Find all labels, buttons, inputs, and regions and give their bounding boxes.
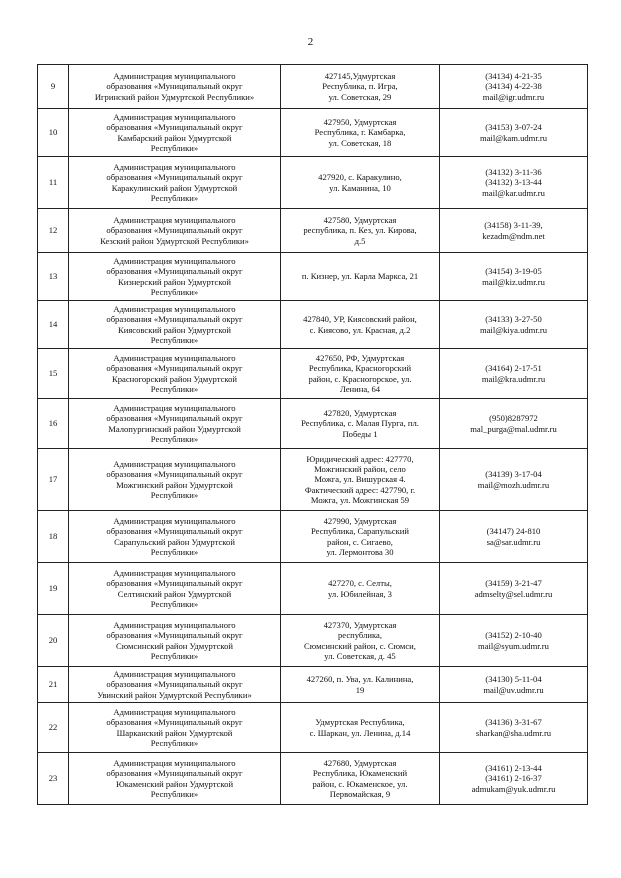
organization-contacts-line: sharkan@sha.udmr.ru — [475, 727, 552, 738]
organization-name-line: Юкаменский район Удмуртской — [115, 778, 234, 789]
organization-name — [69, 399, 281, 449]
organization-name-line: образования «Муниципальный округ — [106, 768, 243, 779]
organization-name — [69, 563, 281, 615]
organization-name-line: образования «Муниципальный округ — [106, 469, 243, 480]
organization-contacts-line: (34159) 3-21-47 — [485, 578, 542, 589]
organization-name-line: образования «Муниципальный округ — [106, 81, 243, 92]
organization-address-line: с. Шаркан, ул. Ленина, д.14 — [309, 727, 411, 738]
organization-address-line: 427370, Удмуртская — [323, 620, 397, 631]
organization-address-line: Победы 1 — [342, 428, 378, 439]
organization-name-line: Шарканский район Удмуртской — [116, 727, 233, 738]
organization-contacts — [440, 511, 588, 563]
organization-contacts — [440, 399, 588, 449]
table-row — [38, 449, 588, 511]
row-number: 9 — [38, 65, 69, 109]
organization-name — [69, 703, 281, 753]
organization-name-line: Кезский район Удмуртской Республики» — [100, 235, 249, 246]
organization-address-line: Республика, г. Камбарка, — [314, 127, 406, 138]
organization-name-line: Селтинский район Удмуртской — [117, 588, 232, 599]
organization-name-line: Администрация муниципального — [113, 516, 236, 527]
organization-name-line: Администрация муниципального — [113, 353, 236, 364]
organization-name — [69, 667, 281, 703]
row-number: 22 — [38, 703, 69, 753]
organization-contacts-line: mail@kar.udmr.ru — [482, 187, 545, 198]
table-row — [38, 157, 588, 209]
organization-name-line: Администрация муниципального — [113, 162, 236, 173]
organization-contacts-line: (34132) 3-13-44 — [485, 177, 542, 188]
organization-address — [281, 349, 440, 399]
organization-name-line: Республики» — [150, 334, 199, 345]
organization-contacts-line: (34161) 2-13-44 — [485, 763, 542, 774]
organization-address-line: ул. Каманина, 10 — [329, 182, 391, 193]
organization-address-line: ул. Советская, д. 45 — [324, 650, 396, 661]
organization-address — [281, 209, 440, 253]
organization-contacts — [440, 753, 588, 805]
organization-name — [69, 511, 281, 563]
organization-address — [281, 399, 440, 449]
organization-name — [69, 449, 281, 511]
row-number: 18 — [38, 511, 69, 563]
organization-address-line: 427920, с. Каракулино, — [318, 172, 402, 183]
organization-name-line: Можгинский район Удмуртской — [116, 479, 233, 490]
organization-address-line: ул. Советская, 29 — [328, 91, 392, 102]
organization-contacts-line: (34154) 3-19-05 — [485, 266, 542, 277]
organization-contacts-line: (950)8287972 — [489, 413, 538, 424]
organization-name-line: Администрация муниципального — [113, 403, 236, 414]
organization-name-line: Администрация муниципального — [113, 758, 236, 769]
organization-address — [281, 563, 440, 615]
organization-name-line: Республики» — [150, 546, 199, 557]
row-number: 12 — [38, 209, 69, 253]
organization-address-line: 19 — [355, 684, 365, 695]
organization-name-line: образования «Муниципальный округ — [106, 717, 243, 728]
table-row — [38, 563, 588, 615]
organization-address-line: Сюмсинский район, с. Сюмси, — [304, 640, 416, 651]
organization-contacts-line: (34164) 2-17-51 — [485, 363, 542, 374]
organization-name-line: Администрация муниципального — [113, 620, 236, 631]
row-number: 14 — [38, 301, 69, 349]
organization-name — [69, 615, 281, 667]
organization-name-line: Увинский район Удмуртской Республики» — [97, 689, 252, 700]
table-row — [38, 349, 588, 399]
row-number: 23 — [38, 753, 69, 805]
organization-name-line: Администрация муниципального — [113, 256, 236, 267]
organization-contacts-line: (34147) 24-810 — [486, 526, 541, 537]
organization-name-line: Администрация муниципального — [113, 215, 236, 226]
organization-name-line: Кизнерский район Удмуртской — [117, 276, 231, 287]
organization-address-line: 427840, УР, Киясовский район, — [303, 314, 417, 325]
organization-contacts — [440, 615, 588, 667]
organization-address-line: район, с. Сигаево, — [327, 536, 393, 547]
organization-address — [281, 157, 440, 209]
row-number: 13 — [38, 253, 69, 301]
organization-contacts — [440, 667, 588, 703]
organization-contacts-line: mail@uv.udmr.ru — [483, 684, 544, 695]
organization-contacts-line: (34133) 3-27-50 — [485, 314, 542, 325]
organization-name — [69, 301, 281, 349]
organization-name-line: образования «Муниципальный округ — [106, 363, 243, 374]
organization-address-line: 427650, РФ, Удмуртская — [315, 353, 405, 364]
organization-address-line: республика, п. Кез, ул. Кирова, — [303, 225, 417, 236]
organization-address-line: республика, — [338, 630, 382, 641]
organization-name — [69, 253, 281, 301]
row-number: 16 — [38, 399, 69, 449]
organization-address-line: Первомайская, 9 — [329, 788, 391, 799]
organization-name-line: образования «Муниципальный округ — [106, 679, 243, 690]
organization-name-line: Администрация муниципального — [113, 71, 236, 82]
row-number: 20 — [38, 615, 69, 667]
organization-address-line: с. Киясово, ул. Красная, д.2 — [309, 324, 411, 335]
table-row — [38, 511, 588, 563]
organization-contacts-line: admukam@yuk.udmr.ru — [471, 783, 556, 794]
organization-address-line: 427950, Удмуртская — [323, 117, 397, 128]
row-number: 17 — [38, 449, 69, 511]
organization-contacts-line: mail@kra.udmr.ru — [481, 373, 546, 384]
table-row — [38, 253, 588, 301]
organization-contacts — [440, 253, 588, 301]
organization-name-line: образования «Муниципальный округ — [106, 266, 243, 277]
table-row — [38, 301, 588, 349]
organization-address-line: Можгинский район, село — [314, 464, 406, 475]
organization-contacts-line: mail@syum.udmr.ru — [478, 640, 549, 651]
organization-name-line: образования «Муниципальный округ — [106, 630, 243, 641]
organization-contacts-line: (34132) 3-11-36 — [485, 167, 542, 178]
organization-name-line: Республики» — [150, 650, 199, 661]
organization-name-line: Администрация муниципального — [113, 112, 236, 123]
organization-contacts — [440, 65, 588, 109]
organization-name-line: Администрация муниципального — [113, 304, 236, 315]
organization-name-line: Республики» — [150, 598, 199, 609]
organization-contacts-line: sa@sar.udmr.ru — [486, 536, 541, 547]
organization-name-line: Сарапульский район Удмуртской — [114, 536, 235, 547]
organization-name-line: образования «Муниципальный округ — [106, 413, 243, 424]
organization-address — [281, 511, 440, 563]
organization-name-line: образования «Муниципальный округ — [106, 122, 243, 133]
organization-contacts — [440, 109, 588, 157]
organization-contacts-line: (34161) 2-16-37 — [485, 773, 542, 784]
table-body — [38, 65, 588, 805]
organization-address — [281, 253, 440, 301]
organization-address — [281, 667, 440, 703]
organization-contacts-line: mal_purga@mal.udmr.ru — [470, 423, 557, 434]
table-row — [38, 109, 588, 157]
organization-name-line: Республики» — [150, 192, 199, 203]
row-number: 10 — [38, 109, 69, 157]
organization-contacts — [440, 563, 588, 615]
row-number: 15 — [38, 349, 69, 399]
table-row — [38, 209, 588, 253]
organization-address-line: ул. Юбилейная, 3 — [328, 588, 392, 599]
organization-address — [281, 301, 440, 349]
organization-name — [69, 65, 281, 109]
organization-name-line: Камбарский район Удмуртской — [117, 132, 232, 143]
organization-address-line: ул. Лермонтова 30 — [326, 546, 394, 557]
organization-name-line: образования «Муниципальный округ — [106, 225, 243, 236]
organization-address-line: Можга, ул. Можгинская 59 — [310, 494, 410, 505]
organization-address-line: район, с. Юкаменское, ул. — [312, 778, 408, 789]
organization-address-line: Республика, Юкаменский — [312, 768, 408, 779]
organization-contacts-line: (34130) 5-11-04 — [485, 674, 542, 685]
organization-contacts-line: mail@kiya.udmr.ru — [479, 324, 548, 335]
table-row — [38, 703, 588, 753]
organization-name-line: Администрация муниципального — [113, 568, 236, 579]
table-row — [38, 615, 588, 667]
page-number: 2 — [307, 36, 314, 48]
organization-name — [69, 157, 281, 209]
organization-name-line: образования «Муниципальный округ — [106, 526, 243, 537]
organization-address-line: п. Кизнер, ул. Карла Маркса, 21 — [301, 271, 419, 282]
organization-name-line: Республики» — [150, 737, 199, 748]
organization-contacts-line: (34152) 2-10-40 — [485, 630, 542, 641]
organization-address-line: 427680, Удмуртская — [323, 758, 397, 769]
organization-name-line: Сюмсинский район Удмуртской — [115, 640, 234, 651]
organization-address-line: Республика, Красногорский — [308, 363, 412, 374]
organization-address-line: Республика, с. Малая Пурга, пл. — [301, 418, 419, 429]
organization-contacts-line: (34158) 3-11-39, — [484, 220, 543, 231]
organization-address-line: Ленина, 64 — [339, 383, 381, 394]
organization-address — [281, 65, 440, 109]
table-row — [38, 65, 588, 109]
organization-name-line: Игринский район Удмуртской Республики» — [94, 91, 255, 102]
table-row — [38, 667, 588, 703]
organization-name — [69, 209, 281, 253]
organization-name-line: Администрация муниципального — [113, 707, 236, 718]
table-row — [38, 399, 588, 449]
organization-name — [69, 349, 281, 399]
organization-address-line: Можга, ул. Вишурская 4. — [314, 474, 406, 485]
organization-name-line: Республики» — [150, 383, 199, 394]
organization-address — [281, 753, 440, 805]
organization-address-line: ул. Советская, 18 — [328, 137, 392, 148]
table-row — [38, 753, 588, 805]
organization-contacts-line: (34153) 3-07-24 — [485, 122, 542, 133]
organization-address-line: Республика, п. Игра, — [322, 81, 398, 92]
organization-contacts-line: admselty@sel.udmr.ru — [474, 588, 553, 599]
organization-contacts-line: (34136) 3-31-67 — [485, 717, 542, 728]
organization-contacts-line: kezadm@ndm.net — [482, 230, 545, 241]
row-number: 19 — [38, 563, 69, 615]
organization-address-line: район, с. Красногорское, ул. — [308, 373, 412, 384]
organization-name-line: Администрация муниципального — [113, 669, 236, 680]
organization-name-line: образования «Муниципальный округ — [106, 314, 243, 325]
organization-address-line: Удмуртская Республика, — [315, 717, 405, 728]
organization-contacts-line: (34134) 4-21-35 — [485, 71, 542, 82]
organization-name-line: Республики» — [150, 788, 199, 799]
organization-address-line: Фактический адрес: 427790, г. — [304, 484, 416, 495]
organization-address-line: Республика, Сарапульский — [311, 526, 409, 537]
organization-contacts — [440, 157, 588, 209]
organization-address — [281, 703, 440, 753]
organization-name-line: Республики» — [150, 433, 199, 444]
organization-address — [281, 449, 440, 511]
organization-contacts-line: (34134) 4-22-38 — [485, 81, 542, 92]
organization-name — [69, 109, 281, 157]
organization-address-line: 427145,Удмуртская — [324, 71, 396, 82]
organization-contacts — [440, 449, 588, 511]
organization-name-line: Красногорский район Удмуртской — [111, 373, 238, 384]
row-number: 21 — [38, 667, 69, 703]
organization-contacts-line: mail@kiz.udmr.ru — [482, 276, 545, 287]
row-number: 11 — [38, 157, 69, 209]
organization-name — [69, 753, 281, 805]
organization-name-line: Администрация муниципального — [113, 459, 236, 470]
organization-name-line: образования «Муниципальный округ — [106, 578, 243, 589]
organization-address-line: 427990, Удмуртская — [323, 516, 397, 527]
organization-name-line: Республики» — [150, 489, 199, 500]
organization-contacts — [440, 209, 588, 253]
organization-contacts-line: (34139) 3-17-04 — [485, 469, 542, 480]
organization-name-line: образования «Муниципальный округ — [106, 172, 243, 183]
organization-address-line: Юридический адрес: 427770, — [306, 453, 414, 464]
organization-contacts — [440, 703, 588, 753]
organization-name-line: Республики» — [150, 142, 199, 153]
organization-contacts-line: mail@igr.udmr.ru — [482, 91, 545, 102]
organization-contacts-line: mail@kam.udmr.ru — [479, 132, 548, 143]
organization-name-line: Малопургинский район Удмуртской — [108, 423, 241, 434]
organization-address-line: 427580, Удмуртская — [323, 215, 397, 226]
municipality-table — [37, 64, 588, 805]
organization-address-line: 427270, с. Селты, — [328, 578, 392, 589]
organization-address-line: д.5 — [354, 235, 366, 246]
organization-address — [281, 615, 440, 667]
organization-contacts — [440, 349, 588, 399]
organization-address — [281, 109, 440, 157]
organization-address-line: 427820, Удмуртская — [323, 408, 397, 419]
organization-name-line: Каракулинский район Удмуртской — [111, 182, 238, 193]
organization-name-line: Киясовский район Удмуртской — [118, 324, 231, 335]
organization-contacts — [440, 301, 588, 349]
organization-address-line: 427260, п. Ува, ул. Калинина, — [306, 674, 414, 685]
organization-name-line: Республики» — [150, 286, 199, 297]
organization-contacts-line: mail@mozh.udmr.ru — [477, 479, 550, 490]
